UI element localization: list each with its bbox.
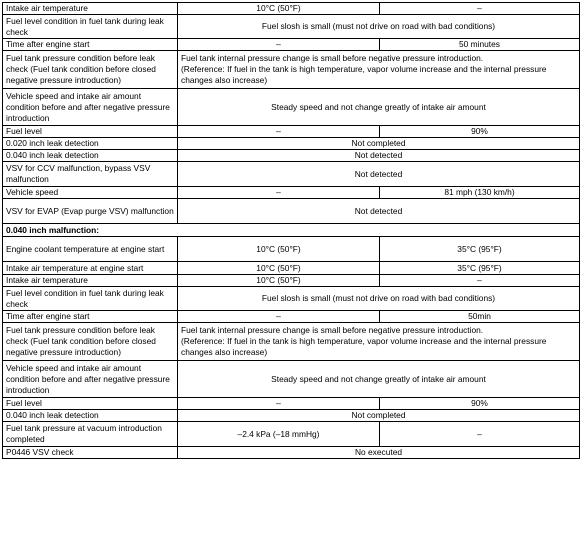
value-high: – bbox=[380, 3, 580, 15]
value-high: 35°C (95°F) bbox=[380, 237, 580, 262]
table-row bbox=[3, 126, 580, 138]
value-span: No executed bbox=[178, 447, 580, 459]
table-row bbox=[3, 262, 580, 275]
value-high: 81 mph (130 km/h) bbox=[380, 187, 580, 199]
value-span: Steady speed and not change greatly of intake air amount bbox=[178, 89, 580, 126]
row-label: Fuel level bbox=[3, 398, 178, 410]
spec-table bbox=[2, 2, 580, 459]
table-row bbox=[3, 447, 580, 459]
value-span: Fuel slosh is small (must not drive on road with bad conditions) bbox=[178, 287, 580, 311]
row-label: Fuel tank pressure at vacuum introduction completed bbox=[3, 422, 178, 447]
row-label: Intake air temperature bbox=[3, 275, 178, 287]
value-low: – bbox=[178, 39, 380, 51]
row-label: Vehicle speed and intake air amount condition before and after negative pressure introduction bbox=[3, 361, 178, 398]
value-low: – bbox=[178, 126, 380, 138]
value-span bbox=[178, 51, 580, 89]
row-label: P0446 VSV check bbox=[3, 447, 178, 459]
table-row bbox=[3, 275, 580, 287]
row-label: Fuel tank pressure condition before leak check (Fuel tank condition before closed negative pressure introduction) bbox=[3, 51, 178, 89]
row-label: VSV for EVAP (Evap purge VSV) malfunction bbox=[3, 199, 178, 224]
row-label: Fuel level condition in fuel tank during leak check bbox=[3, 287, 178, 311]
value-line: (Reference: If fuel in the tank is high temperature, vapor volume increase and the internal pressure changes also increase) bbox=[181, 336, 547, 357]
value-span bbox=[178, 323, 580, 361]
row-label: Fuel level bbox=[3, 126, 178, 138]
value-span: Not detected bbox=[178, 199, 580, 224]
value-high: 35°C (95°F) bbox=[380, 262, 580, 275]
value-low: –2.4 kPa (–18 mmHg) bbox=[178, 422, 380, 447]
table-row bbox=[3, 39, 580, 51]
row-label: Fuel tank pressure condition before leak check (Fuel tank condition before closed negative pressure introduction) bbox=[3, 323, 178, 361]
section-title: 0.040 inch malfunction: bbox=[3, 224, 580, 237]
row-label: Time after engine start bbox=[3, 39, 178, 51]
table-row bbox=[3, 150, 580, 162]
value-span: Not detected bbox=[178, 150, 580, 162]
table-row bbox=[3, 398, 580, 410]
table-row bbox=[3, 199, 580, 224]
table-row bbox=[3, 361, 580, 398]
table-row bbox=[3, 287, 580, 311]
table-row bbox=[3, 162, 580, 187]
row-label: 0.040 inch leak detection bbox=[3, 150, 178, 162]
row-label: Vehicle speed and intake air amount condition before and after negative pressure introduction bbox=[3, 89, 178, 126]
value-high: – bbox=[380, 275, 580, 287]
value-high: 90% bbox=[380, 126, 580, 138]
table-row bbox=[3, 187, 580, 199]
row-label: Fuel level condition in fuel tank during leak check bbox=[3, 15, 178, 39]
row-label: 0.040 inch leak detection bbox=[3, 410, 178, 422]
value-line: Fuel tank internal pressure change is small before negative pressure introduction. bbox=[181, 325, 484, 335]
value-span: Fuel slosh is small (must not drive on road with bad conditions) bbox=[178, 15, 580, 39]
section-header-row bbox=[3, 224, 580, 237]
row-label: VSV for CCV malfunction, bypass VSV malfunction bbox=[3, 162, 178, 187]
value-span: Steady speed and not change greatly of intake air amount bbox=[178, 361, 580, 398]
value-low: – bbox=[178, 398, 380, 410]
table-row bbox=[3, 237, 580, 262]
value-high: 90% bbox=[380, 398, 580, 410]
table-row bbox=[3, 89, 580, 126]
table-row bbox=[3, 311, 580, 323]
table-row bbox=[3, 138, 580, 150]
table-row bbox=[3, 323, 580, 361]
value-span: Not completed bbox=[178, 410, 580, 422]
row-label: 0.020 inch leak detection bbox=[3, 138, 178, 150]
row-label: Engine coolant temperature at engine start bbox=[3, 237, 178, 262]
value-low: 10°C (50°F) bbox=[178, 275, 380, 287]
table-row bbox=[3, 3, 580, 15]
row-label: Time after engine start bbox=[3, 311, 178, 323]
table-row bbox=[3, 422, 580, 447]
value-span: Not detected bbox=[178, 162, 580, 187]
table-row bbox=[3, 410, 580, 422]
value-span: Not completed bbox=[178, 138, 580, 150]
value-low: – bbox=[178, 187, 380, 199]
value-line: (Reference: If fuel in the tank is high temperature, vapor volume increase and the internal pressure changes also increase) bbox=[181, 64, 547, 85]
value-low: 10°C (50°F) bbox=[178, 3, 380, 15]
table-row bbox=[3, 51, 580, 89]
value-low: 10°C (50°F) bbox=[178, 262, 380, 275]
value-high: 50 minutes bbox=[380, 39, 580, 51]
value-high: 50min bbox=[380, 311, 580, 323]
value-line: Fuel tank internal pressure change is small before negative pressure introduction. bbox=[181, 53, 484, 63]
row-label: Intake air temperature bbox=[3, 3, 178, 15]
value-high: – bbox=[380, 422, 580, 447]
value-low: – bbox=[178, 311, 380, 323]
row-label: Vehicle speed bbox=[3, 187, 178, 199]
row-label: Intake air temperature at engine start bbox=[3, 262, 178, 275]
value-low: 10°C (50°F) bbox=[178, 237, 380, 262]
table-row bbox=[3, 15, 580, 39]
